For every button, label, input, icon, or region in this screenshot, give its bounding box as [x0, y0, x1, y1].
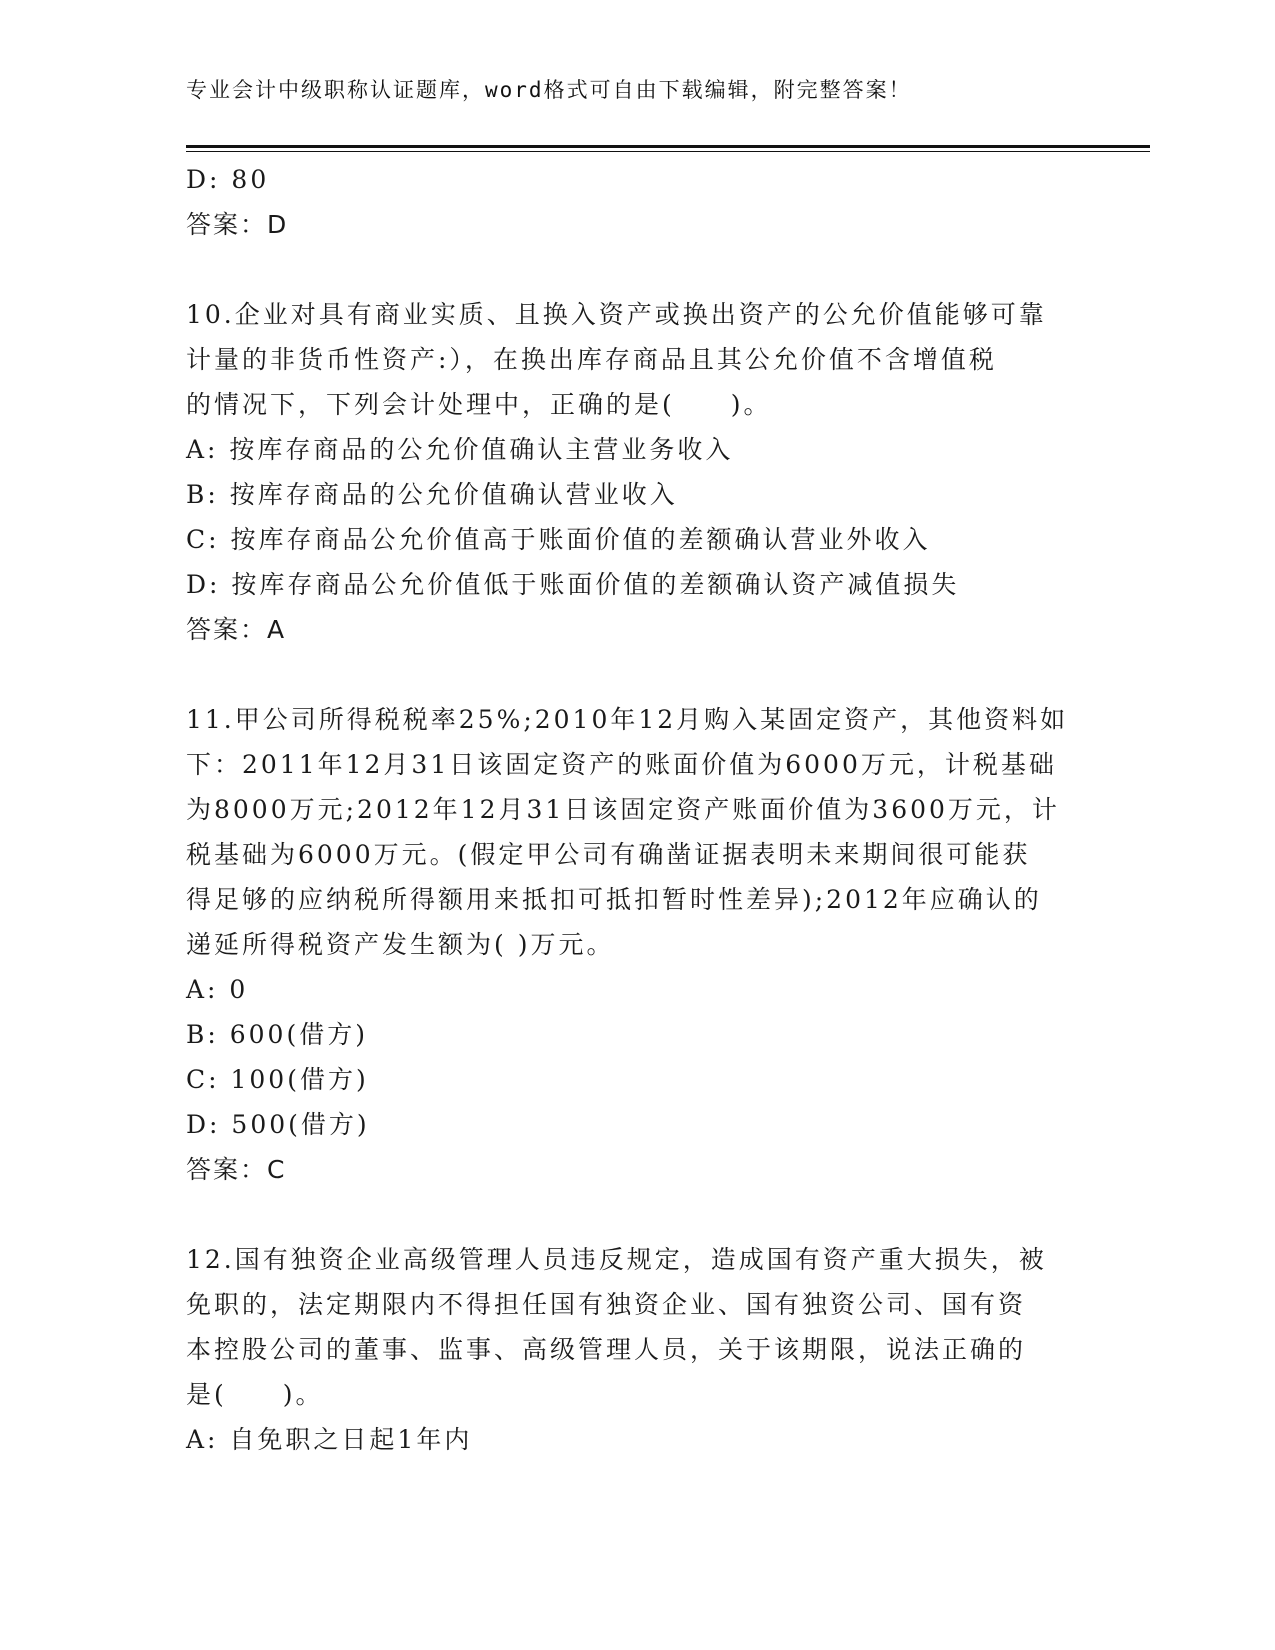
- question-stem-line: 免职的，法定期限内不得担任国有独资企业、国有独资公司、国有资: [186, 1290, 1027, 1319]
- spacer: [186, 247, 1086, 292]
- question-stem-line: 税基础为6000万元。(假定甲公司有确凿证据表明未来期间很可能获: [186, 840, 1031, 869]
- answer-line: 答案：A: [186, 615, 287, 644]
- option-d: D: 按库存商品公允价值低于账面价值的差额确认资产减值损失: [186, 570, 960, 599]
- option-a: A: 自免职之日起1年内: [186, 1425, 473, 1454]
- page-header: 专业会计中级职称认证题库，word格式可自由下载编辑，附完整答案！: [186, 78, 912, 102]
- question-10: [186, 292, 1086, 652]
- option-b: B: 按库存商品的公允价值确认营业收入: [186, 480, 678, 509]
- question-stem-line: 是( )。: [186, 1380, 324, 1409]
- spacer: [186, 652, 1086, 697]
- header-divider-thin: [186, 151, 1150, 152]
- answer-line: 答案：C: [186, 1155, 287, 1184]
- option-a: A: 0: [186, 975, 249, 1004]
- question-stem-line: 下：2011年12月31日该固定资产的账面价值为6000万元，计税基础: [186, 750, 1057, 779]
- question-stem-line: 得足够的应纳税所得额用来抵扣可抵扣暂时性差异);2012年应确认的: [186, 885, 1042, 914]
- question-11: [186, 697, 1086, 1192]
- option-c: C: 100(借方): [186, 1065, 369, 1094]
- header-divider-thick: [186, 145, 1150, 148]
- question-stem-line: 计量的非货币性资产:），在换出库存商品且其公允价值不含增值税: [186, 345, 997, 374]
- document-body: [186, 157, 1086, 1462]
- question-stem-line: 的情况下，下列会计处理中，正确的是( )。: [186, 390, 772, 419]
- question-stem-line: 为8000万元;2012年12月31日该固定资产账面价值为3600万元，计: [186, 795, 1060, 824]
- option-b: B: 600(借方): [186, 1020, 368, 1049]
- option-d: D: 500(借方): [186, 1110, 370, 1139]
- question-stem-line: 10.企业对具有商业实质、且换入资产或换出资产的公允价值能够可靠: [186, 300, 1047, 329]
- answer-line: 答案：D: [186, 210, 289, 239]
- question-12: [186, 1237, 1086, 1462]
- question-stem-line: 12.国有独资企业高级管理人员违反规定，造成国有资产重大损失，被: [186, 1245, 1047, 1274]
- option-c: C: 按库存商品公允价值高于账面价值的差额确认营业外收入: [186, 525, 931, 554]
- option-a: A: 按库存商品的公允价值确认主营业务收入: [186, 435, 734, 464]
- question-stem-line: 11.甲公司所得税税率25%;2010年12月购入某固定资产，其他资料如: [186, 705, 1069, 734]
- question-stem-line: 本控股公司的董事、监事、高级管理人员，关于该期限，说法正确的: [186, 1335, 1027, 1364]
- question-stem-line: 递延所得税资产发生额为( )万元。: [186, 930, 615, 959]
- option-d: D: 80: [186, 165, 270, 194]
- spacer: [186, 1192, 1086, 1237]
